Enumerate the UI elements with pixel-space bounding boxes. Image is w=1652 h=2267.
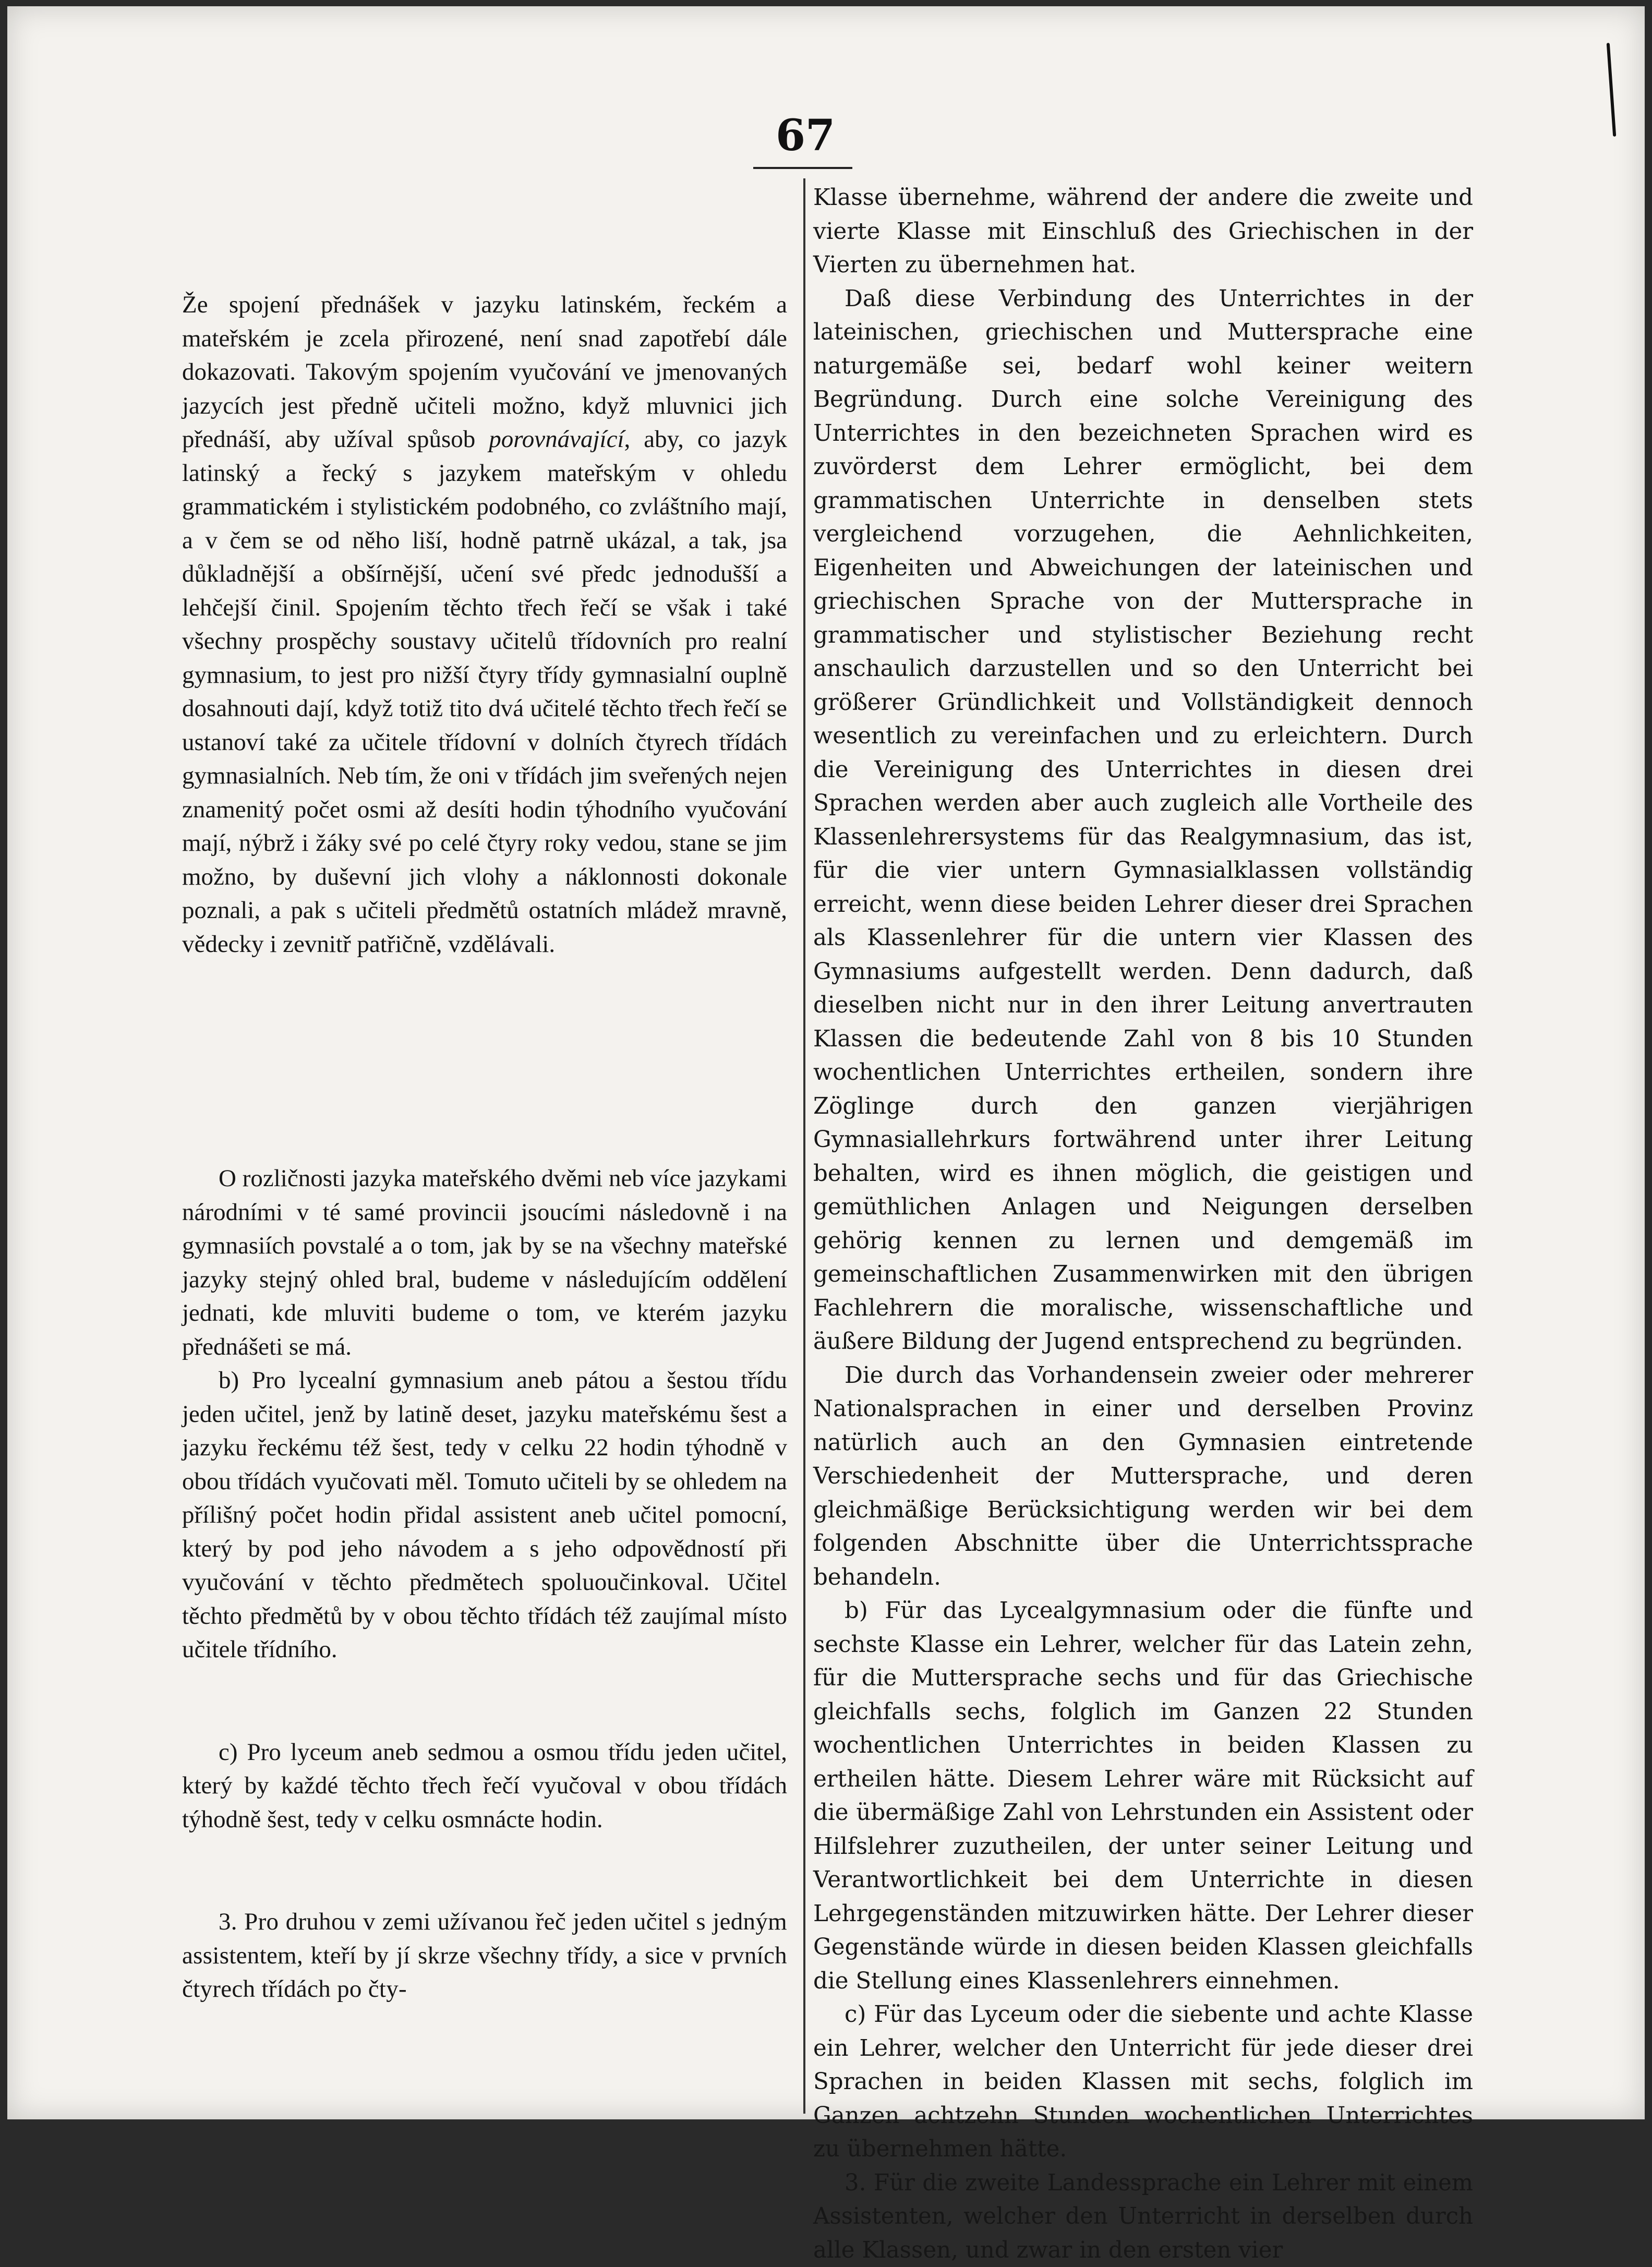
binding-mark — [1607, 43, 1617, 137]
czech-paragraph-4: c) Pro lyceum aneb sedmou a osmou třídu jeden učitel, který by každé těchto třech řečí vyučoval v obou třídách týhodně šest, tedy v celku osmnácte hodin. — [182, 1735, 787, 1837]
italic-term: porovnávající — [489, 426, 624, 453]
german-paragraph-2: Daß diese Verbindung des Unterrichtes in der lateinischen, griechischen und Muttersprache eine naturgemäße sei, bedarf wohl keiner weitern Begründung. Durch eine solche Vereinigung des Unterrichtes in den bezeichneten Sprachen wird es zuvörderst dem Lehrer ermöglicht, bei dem grammatischen Unterrichte in denselben stets vergleichend vorzugehen, die Aehnlichkeiten, Eigenheiten und Abweichungen der lateinischen und griechischen Sprache von der Muttersprache in grammatischer und stylistischer Beziehung recht anschaulich darzustellen und so den Unterricht bei größerer Gründlichkeit und Vollständigkeit dennoch wesentlich zu vereinfachen und zu erleichtern. Durch die Vereinigung des Unterrichtes in diesen drei Sprachen werden aber auch zugleich alle Vortheile des Klassenlehrersystems für das Realgymnasium, das ist, für die vier untern Gymnasialklassen vollständig erreicht, wenn diese beiden Lehrer dieser drei Sprachen als Klassenlehrer für die untern vier Klassen des Gymnasiums aufgestellt werden. Denn dadurch, daß dieselben nicht nur in den ihrer Leitung anvertrauten Klassen die bedeutende Zahl von 8 bis 10 Stunden wochentlichen Unterrichtes ertheilen, sondern ihre Zöglinge durch den ganzen vierjährigen Gymnasiallehrkurs fortwährend unter ihrer Leitung behalten, wird es ihnen möglich, die geistigen und gemüthlichen Anlagen und Neigungen derselben gehörig kennen zu lernen und demgemäß im gemeinschaftlichen Zusammenwirken mit den übrigen Fachlehrern die moralische, wissenschaftliche und äußere Bildung der Jugend entsprechend zu begründen. — [813, 282, 1473, 1359]
czech-gap — [182, 1667, 787, 1735]
header-rule — [753, 167, 852, 169]
german-paragraph-5: c) Für das Lyceum oder die siebente und achte Klasse ein Lehrer, welcher den Unterricht für jede dieser drei Sprachen in beiden Klassen mit sechs, folglich im Ganzen achtzehn Stunden wochentlichen Unterrichtes zu übernehmen hätte. — [813, 1998, 1473, 2166]
czech-paragraph-1: Že spojení přednášek v jazyku latinském, řeckém a mateřském je zcela přirozené, není snad zapotřebí dále dokazovati. Takovým spojením vyučování ve jmenovaných jazycích jest předně učiteli možno, když mluvnici jich přednáší, aby užíval spůsob porovnávající, aby, co jazyk latinský a řecký s jazykem mateřským v ohledu grammatickém i stylistickém podobného, co zvláštního mají, a v čem se od něho liší, hodně patrně ukázal, a tak, jsa důkladnější a obšírnější, učení své předc jednodušší a lehčejší činil. Spojením těchto třech řečí se však i také všechny prospěchy soustavy učitelů třídovních pro realní gymnasium, to jest pro nižší čtyry třídy gymnasialní ouplně dosahnouti dají, když totiž tito dvá učitelé těchto třech řečí se ustanoví také za učitele třídovní v dolních čtyrech třídách gymnasialních. Neb tím, že oni v třídách jim sveřených nejen znamenitý počet osmi až desíti hodin týhodního vyučování mají, nýbrž i žáky své po celé čtyry roky vedou, stane se jim možno, by duševní jich vlohy a náklonnosti dokonale poznali, a pak s učiteli předmětů ostatních mládež mravně, vědecky i zevnitř patřičně, vzdělávali. — [182, 288, 787, 961]
german-column — [813, 181, 1473, 2267]
czech-gap — [182, 961, 787, 1162]
czech-paragraph-3: b) Pro lycealní gymnasium aneb pátou a šestou třídu jeden učitel, jenž by latině deset, jazyku mateřskému šest a jazyku řeckému též šest, tedy v celku 22 hodin týhodně v obou třídách vyučovati měl. Tomuto učiteli by se ohledem na přílišný počet hodin přidal assistent aneb učitel pomocní, který by pod jeho návodem a s jeho odpovědností při vyučování v těchto předmětech spoluoučinkoval. Učitel těchto předmětů by v obou těchto třídách též zaujímal místo učitele třídního. — [182, 1364, 787, 1667]
german-paragraph-6: 3. Für die zweite Landessprache ein Lehrer mit einem Assistenten, welcher den Unterricht in derselben durch alle Klassen, und zwar in den ersten vier — [813, 2166, 1473, 2267]
page-number: 67 — [753, 111, 858, 161]
book-page — [7, 6, 1645, 2119]
czech-paragraph-2: O rozličnosti jazyka mateřského dvěmi neb více jazykami národními v té samé provincii jsoucími následovně i na gymnasiích povstalé a o tom, jak by se na všechny mateřské jazyky stejný ohled bral, budeme v následujícím oddělení jednati, kde mluviti budeme o tom, ve kterém jazyku přednášeti se má. — [182, 1162, 787, 1364]
czech-column — [182, 288, 787, 2006]
czech-gap — [182, 1836, 787, 1905]
czech-paragraph-5: 3. Pro druhou v zemi užívanou řeč jeden učitel s jedným assistentem, kteří by jí skrze všechny třídy, a sice v prvních čtyrech třídách po čty- — [182, 1905, 787, 2006]
german-paragraph-3: Die durch das Vorhandensein zweier oder mehrerer Nationalsprachen in einer und derselben Provinz natürlich auch an den Gymnasien eintretende Verschiedenheit der Muttersprache, und deren gleichmäßige Berücksichtigung werden wir bei dem folgenden Abschnitte über die Unterrichtssprache behandeln. — [813, 1359, 1473, 1595]
column-divider — [803, 178, 805, 2114]
german-paragraph-4: b) Für das Lycealgymnasium oder die fünfte und sechste Klasse ein Lehrer, welcher für das Latein zehn, für die Muttersprache sechs und für das Griechische gleichfalls sechs, folglich im Ganzen 22 Stunden wochentlichen Unterrichtes in beiden Klassen zu ertheilen hätte. Diesem Lehrer wäre mit Rücksicht auf die übermäßige Zahl von Lehrstunden ein Assistent oder Hilfslehrer zuzutheilen, der unter seiner Leitung und Verantwortlichkeit bei dem Unterrichte in diesen Lehrgegenständen mitzuwirken hätte. Der Lehrer dieser Gegenstände würde in diesen beiden Klassen gleichfalls die Stellung eines Klassenlehrers einnehmen. — [813, 1594, 1473, 1998]
german-paragraph-1: Klasse übernehme, während der andere die zweite und vierte Klasse mit Einschluß des Griechischen in der Vierten zu übernehmen hat. — [813, 181, 1473, 282]
